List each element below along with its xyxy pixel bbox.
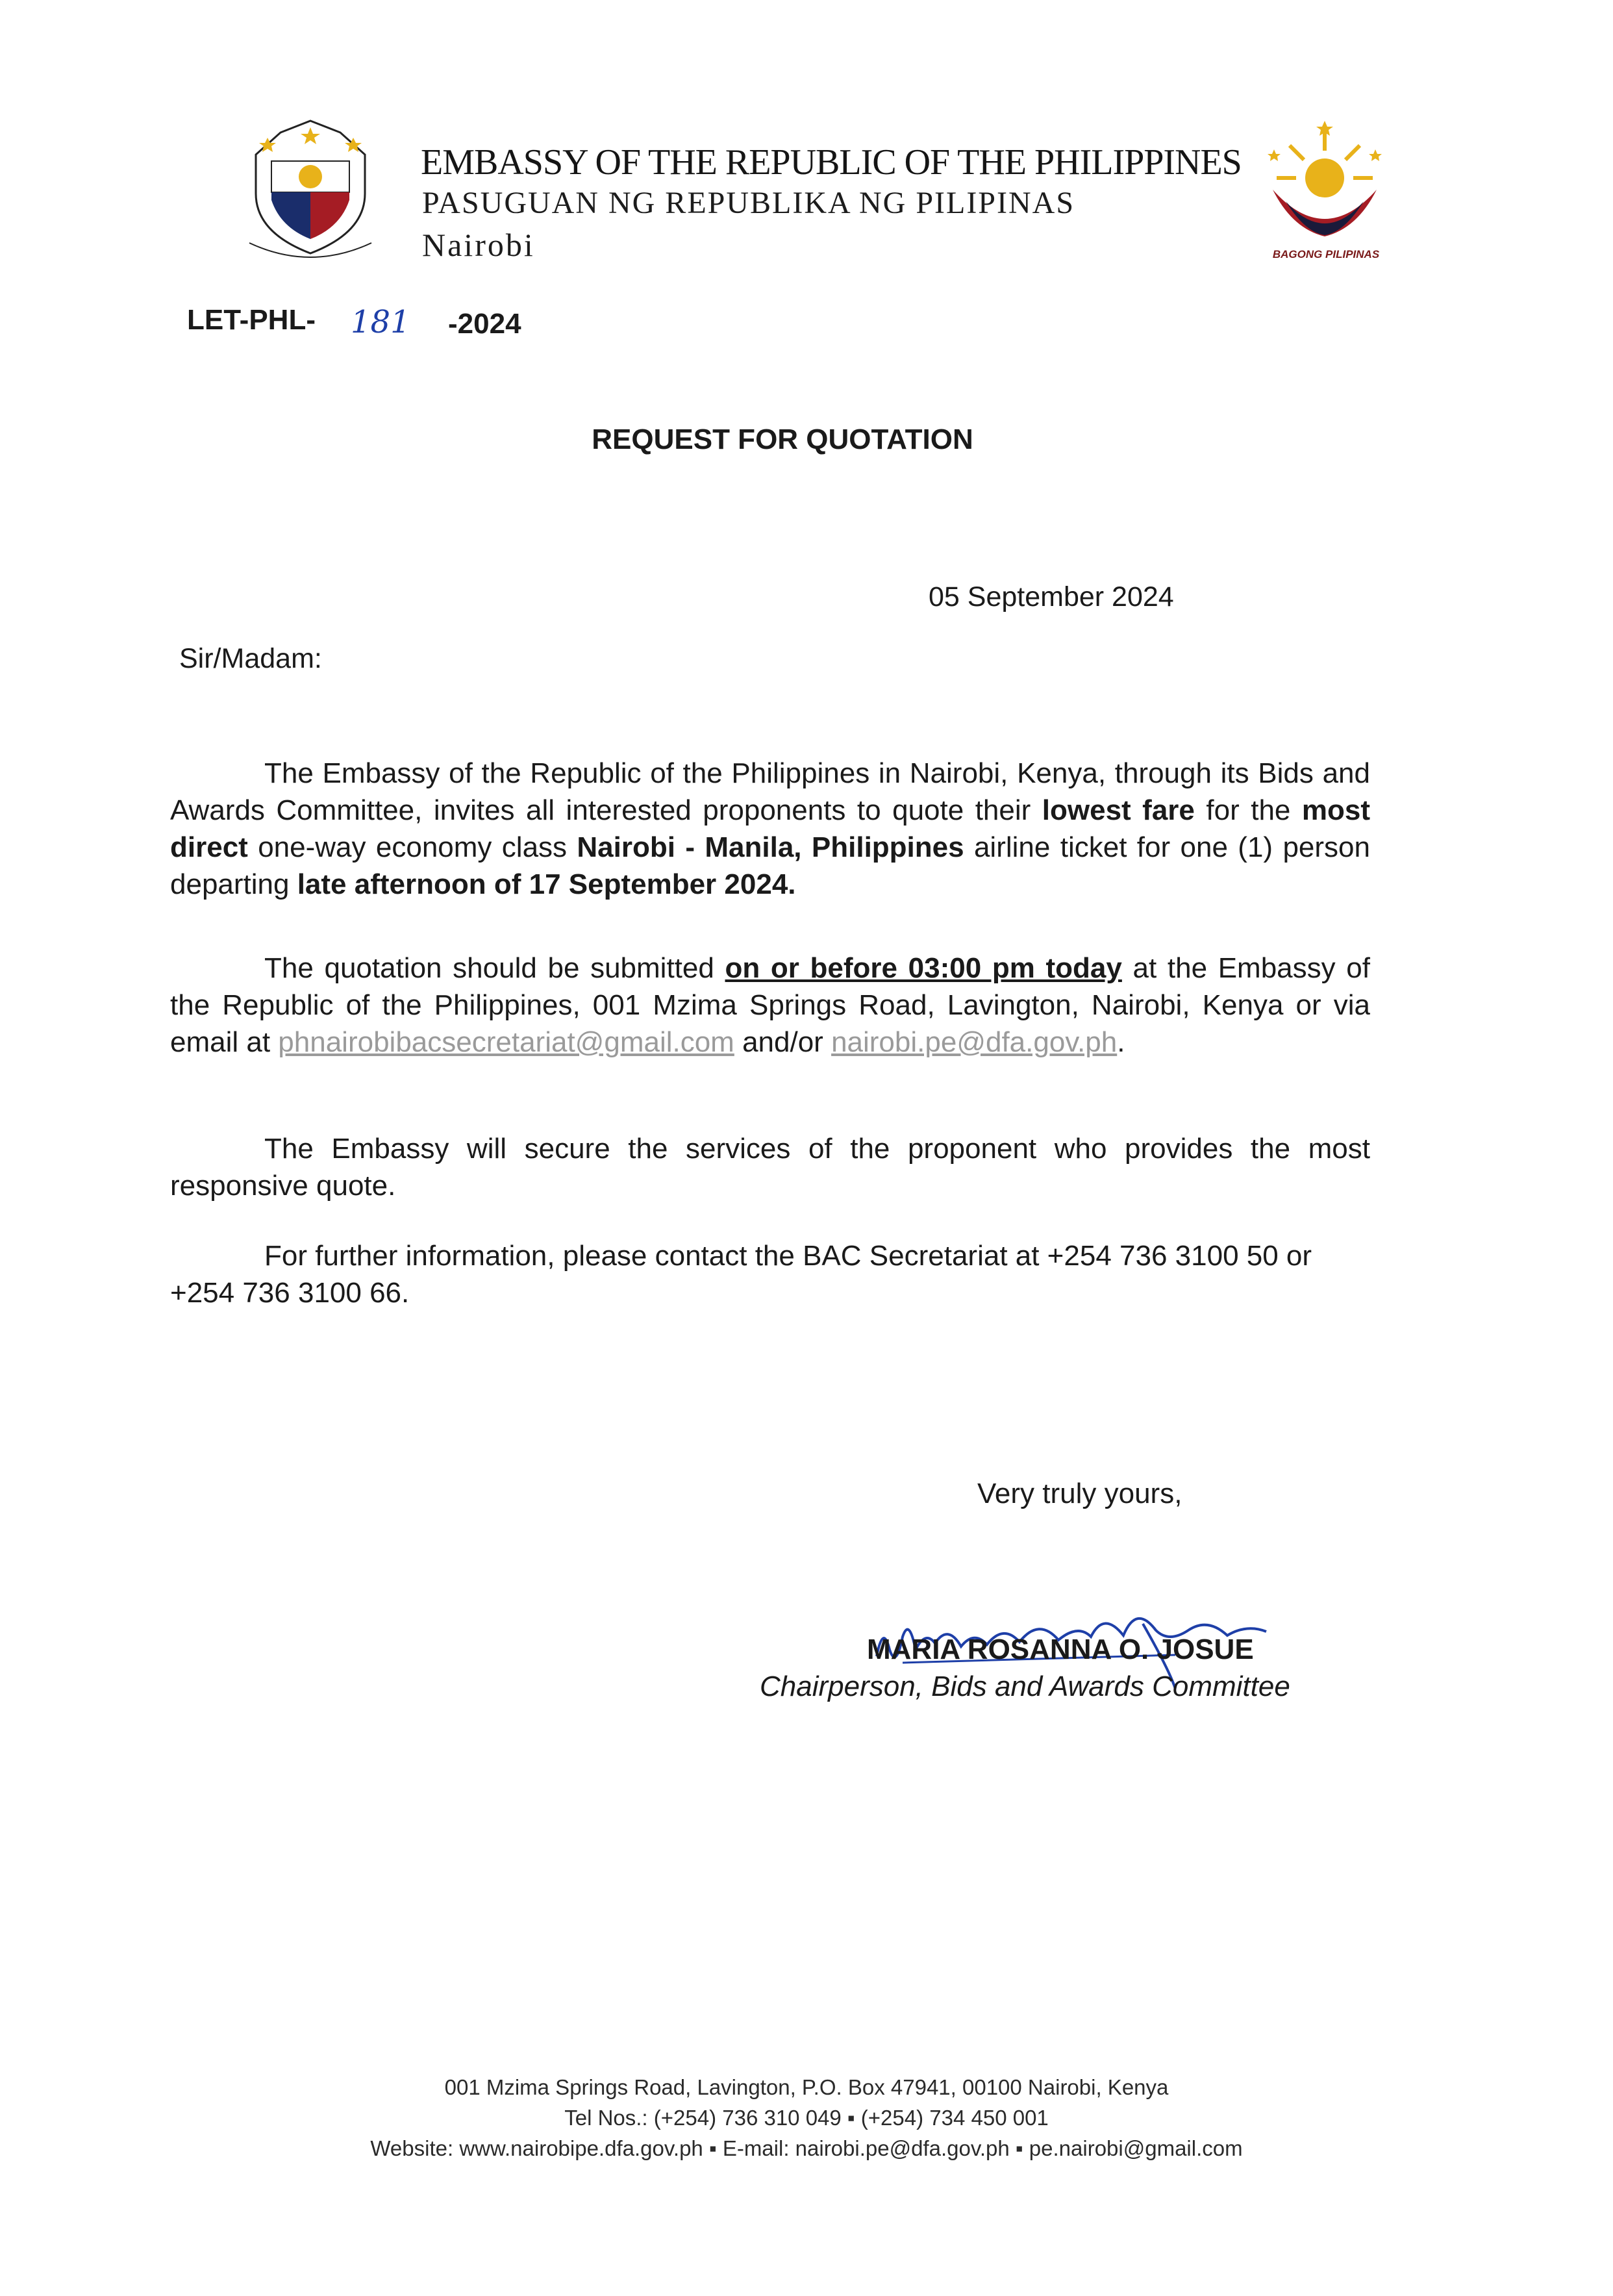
footer-web: Website: www.nairobipe.dfa.gov.ph ▪ E-mail: nairobi.pe@dfa.gov.ph ▪ pe.nairobi@gmail.com <box>370 2136 1243 2160</box>
signatory-position: Chairperson, Bids and Awards Committee <box>760 1671 1290 1702</box>
footer-address: 001 Mzima Springs Road, Lavington, P.O. Box 47941, 00100 Nairobi, Kenya <box>444 2075 1169 2099</box>
deadline-text: on or before 03:00 pm today <box>725 952 1122 984</box>
embassy-name-english: EMBASSY OF THE REPUBLIC OF THE PHILIPPINES <box>421 142 1242 183</box>
document-title: REQUEST FOR QUOTATION <box>592 423 973 455</box>
signatory-name: MARIA ROSANNA O. JOSUE <box>867 1634 1254 1665</box>
closing: Very truly yours, <box>977 1478 1182 1509</box>
embassy-city: Nairobi <box>422 227 535 263</box>
embassy-name-filipino: PASUGUAN NG REPUBLIKA NG PILIPINAS <box>422 186 1075 220</box>
paragraph-contact: For further information, please contact the BAC Secretariat at +254 736 3100 50 or +254 736 3100 66. <box>170 1240 1312 1309</box>
embassy-email-link[interactable]: nairobi.pe@dfa.gov.ph <box>831 1026 1118 1058</box>
bagong-pilipinas-caption: BAGONG PILIPINAS <box>1272 248 1380 260</box>
reference-prefix: LET-PHL- <box>187 304 316 336</box>
salutation: Sir/Madam: <box>179 643 322 674</box>
philippine-seal-icon <box>242 116 379 266</box>
bagong-pilipinas-logo-icon <box>1260 118 1390 248</box>
bac-email-link[interactable]: phnairobibacsecretariat@gmail.com <box>278 1026 734 1058</box>
letter-date: 05 September 2024 <box>929 581 1174 612</box>
reference-year: -2024 <box>448 308 521 340</box>
footer-phones: Tel Nos.: (+254) 736 310 049 ▪ (+254) 734 450 001 <box>564 2106 1049 2130</box>
paragraph-award: The Embassy will secure the services of the proponent who provides the most responsive quote. <box>170 1133 1370 1202</box>
reference-number: 181 <box>351 304 410 340</box>
paragraph-submission: The quotation should be submitted on or before 03:00 pm today at the Embassy of the Republic of the Philippines, 001 Mzima Springs Road, Lavington, Nairobi, Kenya or via email at phnairobibacsecretariat@gmail.com and/or nairobi.pe@dfa.gov.ph. <box>170 952 1370 1058</box>
paragraph-invitation: The Embassy of the Republic of the Philippines in Nairobi, Kenya, through its Bids and Awards Committee, invites all interested proponents to quote their lowest fare for the most direct one-way economy class Nairobi - Manila, Philippines airline ticket for one (1) person departing late afternoon of 17 September 2024. <box>170 757 1371 900</box>
